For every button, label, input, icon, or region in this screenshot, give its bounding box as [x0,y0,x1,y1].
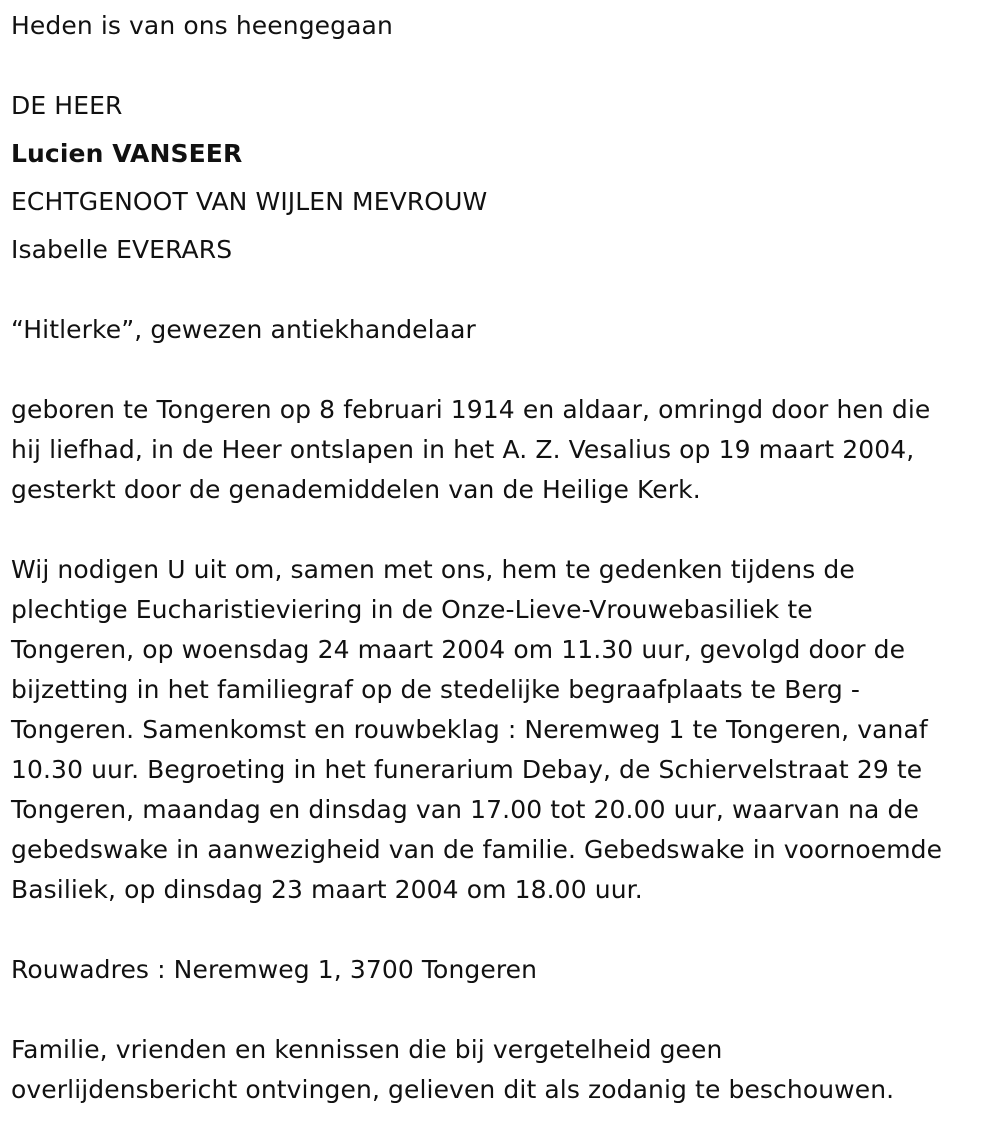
paragraph-line: Wij nodigen U uit om, samen met ons, hem te gedenken tijdens de [11,555,855,584]
paragraph-line: plechtige Eucharistieviering in de Onze-Lieve-Vrouwebasiliek te [11,595,813,624]
paragraph-line: Tongeren, maandag en dinsdag van 17.00 tot 20.00 uur, waarvan na de [11,795,919,824]
honorific-title: DE HEER [11,91,123,120]
closing-paragraph [11,1030,995,1110]
paragraph-line: hij liefhad, in de Heer ontslapen in het A. Z. Vesalius op 19 maart 2004, [11,435,915,464]
intro-line: Heden is van ons heengegaan [11,11,393,40]
mourning-address: Rouwadres : Neremweg 1, 3700 Tongeren [11,955,538,984]
nickname-line: “Hitlerke”, gewezen antiekhandelaar [11,315,476,344]
paragraph-line: geboren te Tongeren op 8 februari 1914 en aldaar, omringd door hen die [11,395,931,424]
ceremony-paragraph [11,550,995,910]
spacer [11,270,995,310]
paragraph-line: gesterkt door de genademiddelen van de Heilige Kerk. [11,475,701,504]
paragraph-line: 10.30 uur. Begroeting in het funerarium Debay, de Schiervelstraat 29 te [11,755,923,784]
spacer [11,910,995,950]
spouse-name: Isabelle EVERARS [11,235,233,264]
paragraph-line: bijzetting in het familiegraf op de stedelijke begraafplaats te Berg - [11,675,861,704]
birth-death-paragraph [11,390,995,510]
paragraph-line: Familie, vrienden en kennissen die bij vergetelheid geen [11,1035,723,1064]
deceased-name: Lucien VANSEER [11,139,243,168]
paragraph-line: overlijdensbericht ontvingen, gelieven dit als zodanig te beschouwen. [11,1075,895,1104]
spouse-title: ECHTGENOOT VAN WIJLEN MEVROUW [11,187,488,216]
death-notice [11,6,995,1110]
spacer [11,46,995,86]
spacer [11,990,995,1030]
paragraph-line: gebedswake in aanwezigheid van de familie. Gebedswake in voornoemde [11,835,943,864]
paragraph-line: Basiliek, op dinsdag 23 maart 2004 om 18.00 uur. [11,875,643,904]
paragraph-line: Tongeren, op woensdag 24 maart 2004 om 11.30 uur, gevolgd door de [11,635,906,664]
spacer [11,510,995,550]
spacer [11,350,995,390]
paragraph-line: Tongeren. Samenkomst en rouwbeklag : Neremweg 1 te Tongeren, vanaf [11,715,928,744]
